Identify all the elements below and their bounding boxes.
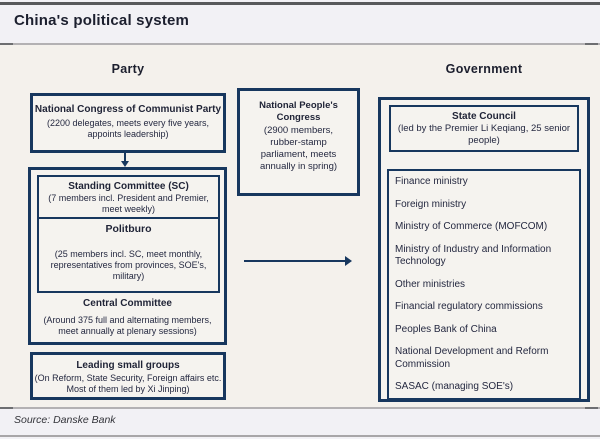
state-council-detail: (led by the Premier Li Keqiang, 25 senior people) <box>397 123 571 146</box>
ministry-item: Other ministries <box>395 278 466 290</box>
npc-title: National People's Congress <box>259 100 338 123</box>
top-accent-bar <box>0 2 600 5</box>
page-title: China's political system <box>14 12 190 29</box>
npc-detail: (2900 members, rubber-stamp parliament, meets annually in spring) <box>259 125 338 172</box>
ministry-item: Ministry of Industry and Information Technology <box>395 243 552 267</box>
state-council-box <box>389 105 579 152</box>
standing-committee-detail: (7 members incl. President and Premier, meet weekly) <box>48 193 209 214</box>
leading-small-groups-detail: (On Reform, State Security, Foreign affairs etc. Most of them led by Xi Jinping) <box>34 373 222 394</box>
national-peoples-congress-box <box>237 88 360 196</box>
down-arrow-icon <box>120 153 130 167</box>
politburo-cell <box>39 219 218 282</box>
diagram-canvas <box>0 45 600 407</box>
party-committees-box <box>28 167 227 345</box>
arrow-head <box>345 256 352 266</box>
central-committee-cell <box>31 298 224 337</box>
leading-small-groups-title: Leading small groups <box>76 360 180 371</box>
ministries-box <box>387 169 581 400</box>
divider-end-cap <box>585 407 598 409</box>
leading-small-groups-box <box>30 352 226 400</box>
politburo-detail: (25 members incl. SC, meet monthly, representatives from provinces, SOE's, military) <box>50 249 207 281</box>
bottom-divider <box>0 435 600 437</box>
central-committee-title: Central Committee <box>83 298 172 309</box>
standing-committee-politburo-box <box>37 175 220 293</box>
national-congress-box <box>30 93 226 153</box>
ministry-item: Finance ministry <box>395 176 468 187</box>
government-box <box>378 97 590 402</box>
source-note: Source: Danske Bank <box>14 414 116 426</box>
government-column-label: Government <box>445 62 523 76</box>
standing-committee-cell <box>39 177 218 219</box>
arrow-shaft <box>244 260 345 262</box>
central-committee-detail: (Around 375 full and alternating members, meet annually at plenary sessions) <box>43 315 212 336</box>
ministry-item: SASAC (managing SOE's) <box>395 381 514 392</box>
ministry-item: Financial regulatory commissions <box>395 301 543 312</box>
ministry-item: Foreign ministry <box>395 198 467 210</box>
party-column-label: Party <box>111 62 145 76</box>
divider-end-cap <box>0 407 13 409</box>
standing-committee-title: Standing Committee (SC) <box>68 181 189 192</box>
state-council-title: State Council <box>452 111 516 122</box>
politburo-title: Politburo <box>105 223 152 235</box>
ministry-item: Peoples Bank of China <box>395 323 497 335</box>
right-arrow-icon <box>244 256 352 266</box>
ministry-item: Ministry of Commerce (MOFCOM) <box>395 221 548 232</box>
national-congress-title: National Congress of Communist Party <box>34 104 222 115</box>
ministry-item: National Development and Reform Commission <box>395 346 549 370</box>
national-congress-detail: (2200 delegates, meets every five years, appoints leadership) <box>46 118 210 139</box>
footer-divider <box>0 407 600 409</box>
